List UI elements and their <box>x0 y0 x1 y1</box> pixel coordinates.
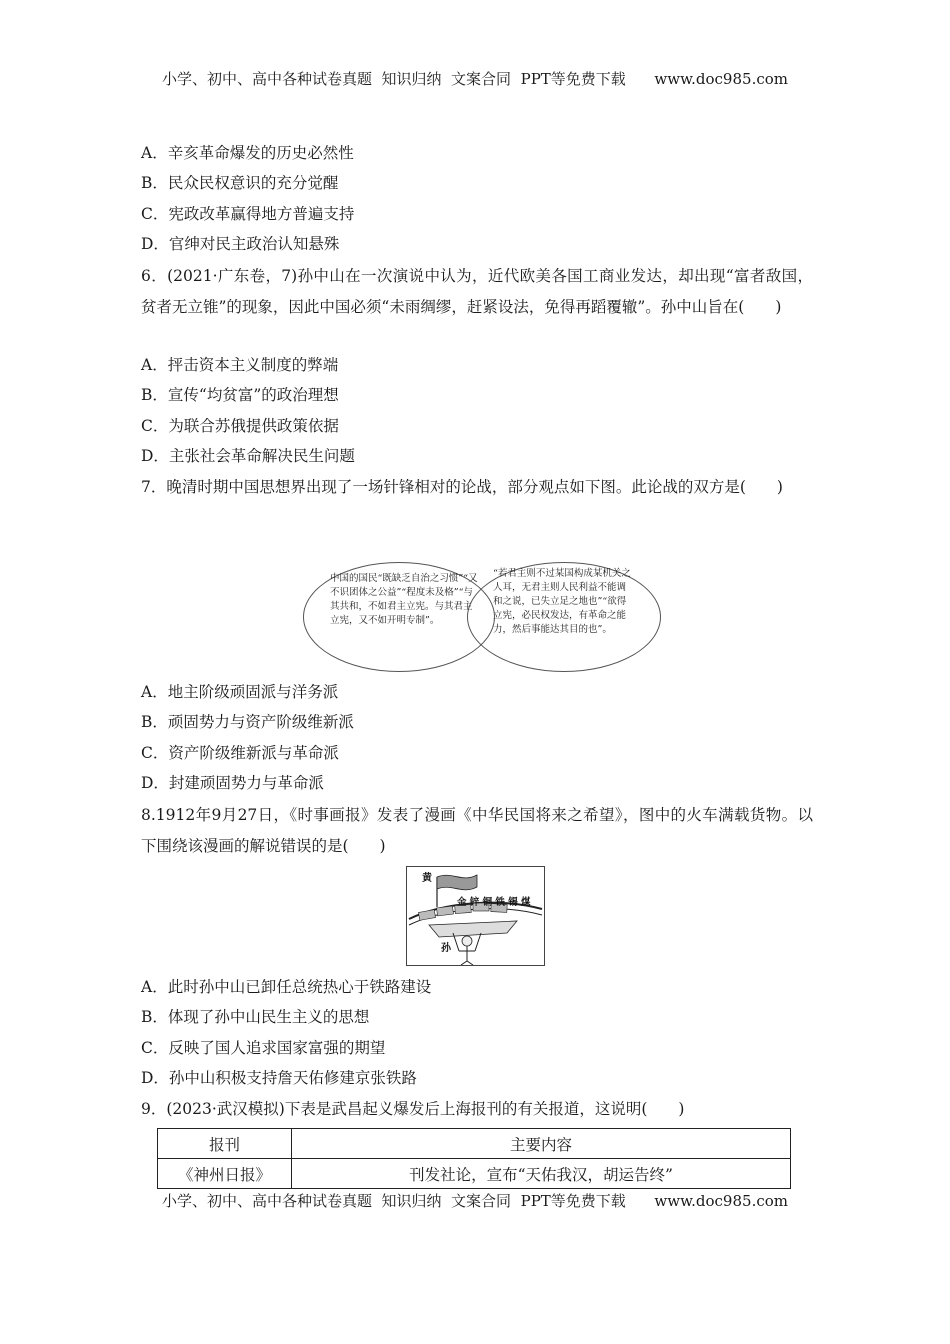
q7-stem: 7．晚清时期中国思想界出现了一场针锋相对的论战，部分观点如下图。此论战的双方是( ) <box>141 478 783 496</box>
table-header-cell: 主要内容 <box>292 1129 791 1159</box>
table-cell: 《神州日报》 <box>158 1159 292 1189</box>
q8-option-b: B．体现了孙中山民生主义的思想 <box>141 1008 370 1026</box>
q7-option-a: A．地主阶级顽固派与洋务派 <box>141 683 339 701</box>
q8-option-c: C．反映了国人追求国家富强的期望 <box>141 1039 386 1057</box>
page-header: 小学、初中、高中各种试卷真题 知识归纳 文案合同 PPT等免费下载 www.doc985.com <box>161 70 788 88</box>
q5-option-b: B．民众民权意识的充分觉醒 <box>141 174 339 192</box>
table-cell: 刊发社论，宣布“天佑我汉，胡运告终” <box>292 1159 791 1189</box>
table-header-row <box>158 1129 791 1159</box>
page-footer: 小学、初中、高中各种试卷真题 知识归纳 文案合同 PPT等免费下载 www.doc985.com <box>161 1192 788 1210</box>
q5-option-a: A．辛亥革命爆发的历史必然性 <box>141 144 354 162</box>
table-header-cell: 报刊 <box>158 1129 292 1159</box>
q8-cartoon-figure <box>406 866 545 966</box>
q5-option-d: D．官绅对民主政治认知悬殊 <box>141 235 340 253</box>
venn-right-text: “若君主则不过某国构成某机关之人耳，无君主则人民利益不能调和之说，已失立足之地也”“欲得立宪，必民权发达，有革命之能力，然后事能达其目的也”。 <box>493 568 631 635</box>
q6-option-a: A．抨击资本主义制度的弊端 <box>141 356 339 374</box>
q8-stem: 8.1912年9月27日，《时事画报》发表了漫画《中华民国将来之希望》，图中的火车满载货物。以下围绕该漫画的解说错误的是( ) <box>141 806 813 855</box>
q7-option-b: B．顽固势力与资产阶级维新派 <box>141 713 354 731</box>
q7-venn-figure <box>300 560 665 674</box>
cartoon-label-huang: 黄 <box>422 873 432 884</box>
q9-table <box>157 1128 791 1189</box>
q6-option-d: D．主张社会革命解决民生问题 <box>141 447 355 465</box>
cartoon-label-cargo: 金 锌 铜 铁 锡 煤 <box>457 897 531 908</box>
q9-stem: 9．(2023·武汉模拟)下表是武昌起义爆发后上海报刊的有关报道，这说明( ) <box>141 1100 685 1118</box>
q7-option-c: C．资产阶级维新派与革命派 <box>141 744 339 762</box>
table-row <box>158 1159 791 1189</box>
q6-stem: 6．(2021·广东卷，7)孙中山在一次演说中认为，近代欧美各国工商业发达，却出现“富者敌国，贫者无立锥”的现象，因此中国必须“未雨绸缪，赶紧设法，免得再蹈覆辙”。孙中山旨在( ) <box>141 267 813 316</box>
q8-option-a: A．此时孙中山已卸任总统热心于铁路建设 <box>141 978 432 996</box>
cartoon-label-sun: 孙 <box>441 943 451 954</box>
q6-option-c: C．为联合苏俄提供政策依据 <box>141 417 339 435</box>
q5-option-c: C．宪政改革赢得地方普遍支持 <box>141 205 355 223</box>
venn-left-text: 中国的国民“既缺乏自治之习惯”“又不识团体之公益”“程度未及格”“与其共和，不如君主立宪。与其君主立宪，又不如开明专制”。 <box>330 573 478 626</box>
q7-option-d: D．封建顽固势力与革命派 <box>141 774 324 792</box>
q8-option-d: D．孙中山积极支持詹天佑修建京张铁路 <box>141 1069 417 1087</box>
q6-option-b: B．宣传“均贫富”的政治理想 <box>141 386 339 404</box>
